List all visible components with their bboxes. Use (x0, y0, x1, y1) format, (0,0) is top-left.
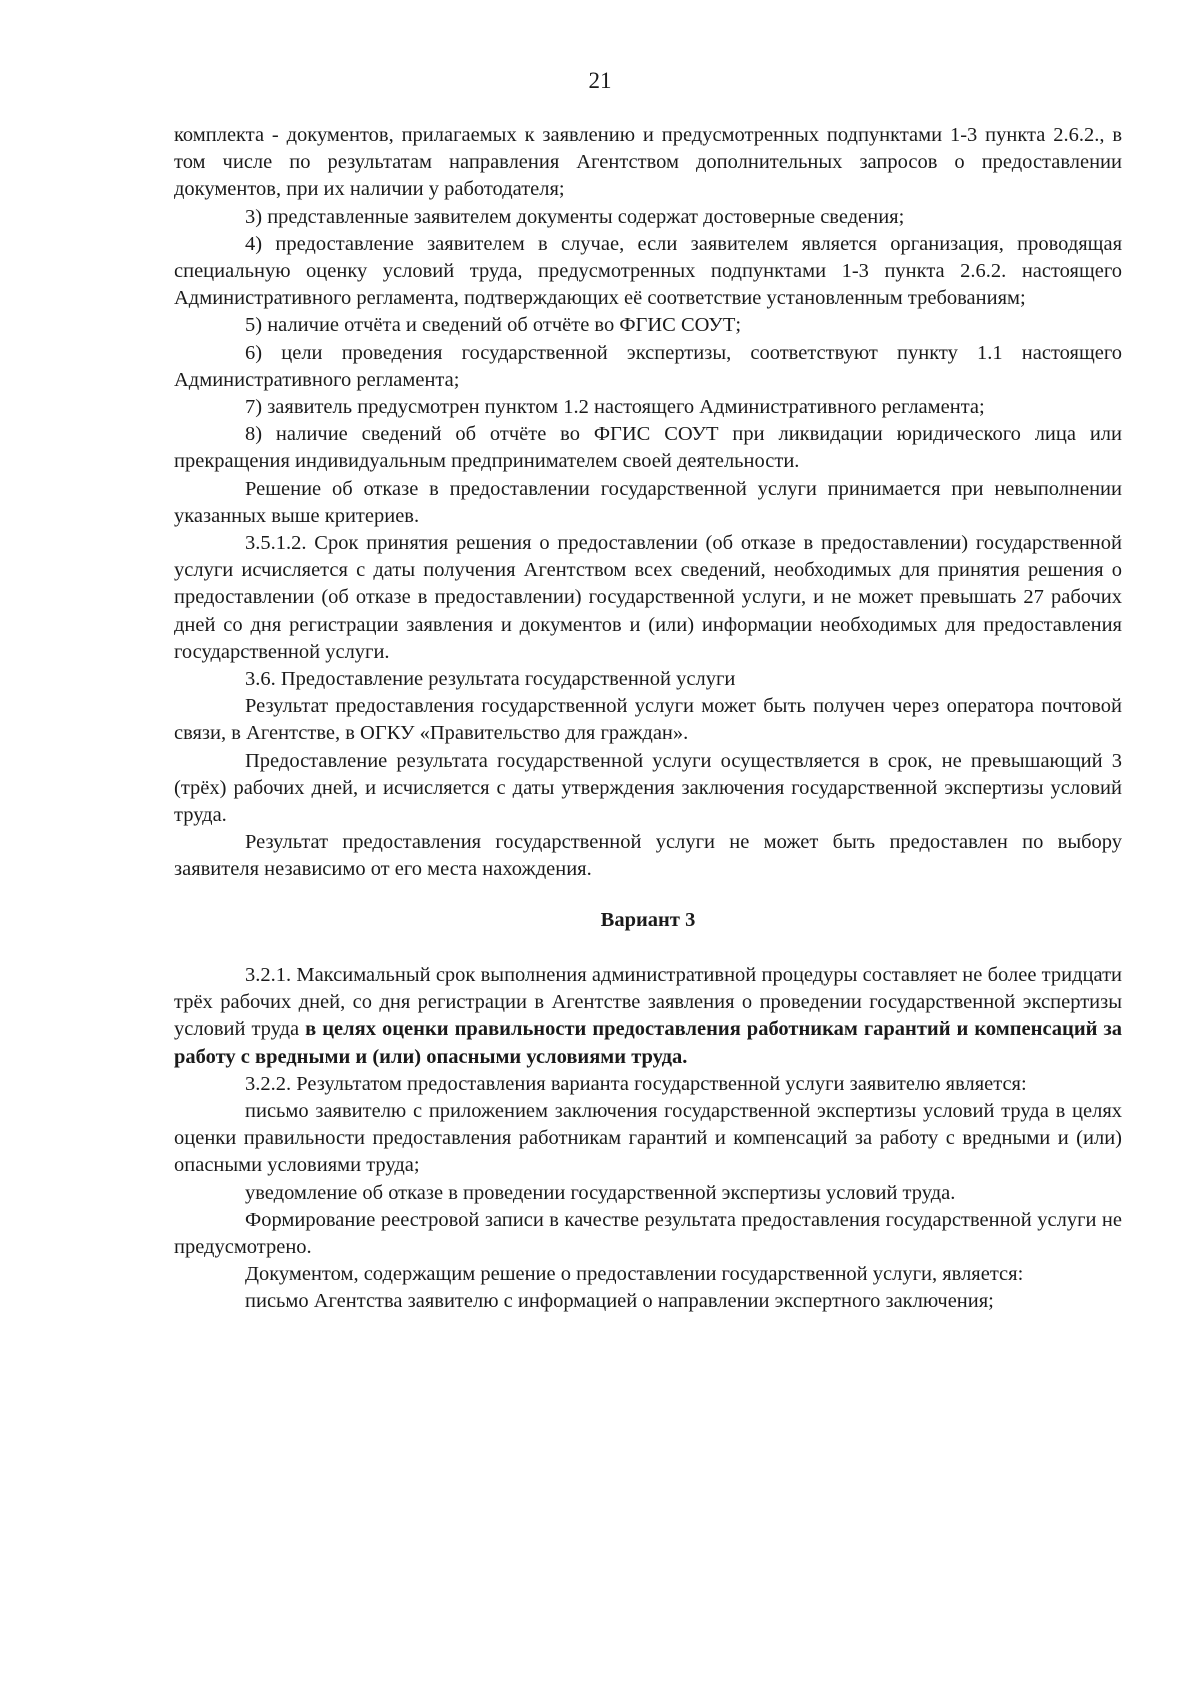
result-item-notice: уведомление об отказе в проведении государственной экспертизы условий труда. (245, 1181, 956, 1204)
list-item-4: 4) предоставление заявителем в случае, если заявителем является организация, проводящая специальную оценку условий труда, предусмотренных подпунктами 1-3 пункта 2.6.2. настоящего Административного регламента, подтверждающих её соответствие установленным требованиям; (174, 232, 1122, 310)
list-item-8: 8) наличие сведений об отчёте во ФГИС СОУТ при ликвидации юридического лица или прекращения индивидуальным предпринимателем своей деятельности. (174, 423, 1122, 473)
list-item-6: 6) цели проведения государственной экспертизы, соответствуют пункту 1.1 настоящего Административного регламента; (174, 341, 1122, 391)
paragraph-3-5-1-2: 3.5.1.2. Срок принятия решения о предоставлении (об отказе в предоставлении) государственной услуги исчисляется с даты получения Агентством всех сведений, необходимых для принятия решения о предоставлении (об отказе в предоставлении) государственной услуги, и не может превышать 27 рабочих дней со дня регистрации заявления и документов и (или) информации необходимых для предоставления государственной услуги. (174, 532, 1122, 663)
list-item-3: 3) представленные заявителем документы содержат достоверные сведения; (245, 205, 905, 228)
paragraph-3-2-2: 3.2.2. Результатом предоставления варианта государственной услуги заявителю является: (245, 1072, 1027, 1095)
paragraph-decision-document: Документом, содержащим решение о предоставлении государственной услуги, является: (245, 1263, 1024, 1286)
paragraph-3-6-heading: 3.6. Предоставление результата государственной услуги (245, 668, 736, 691)
list-item-5: 5) наличие отчёта и сведений об отчёте во ФГИС СОУТ; (245, 314, 742, 337)
paragraph-agency-letter: письмо Агентства заявителю с информацией о направлении экспертного заключения; (245, 1290, 994, 1313)
section-heading: Вариант 3 (600, 908, 696, 931)
paragraph-registry-record: Формирование реестровой записи в качестве результата предоставления государственной услуги не предусмотрено. (174, 1208, 1122, 1258)
paragraph-3-2-1 (174, 962, 1122, 1071)
page-number: 21 (588, 68, 612, 93)
paragraph-result-delivery: Результат предоставления государственной услуги может быть получен через оператора почтовой связи, в Агентстве, в ОГКУ «Правительство для граждан». (174, 695, 1122, 745)
paragraph-refusal-decision: Решение об отказе в предоставлении государственной услуги принимается при невыполнении указанных выше критериев. (174, 477, 1122, 527)
paragraph-result-deadline: Предоставление результата государственной услуги осуществляется в срок, не превышающий 3 (трёх) рабочих дней, и исчисляется с даты утверждения заключения государственной экспертизы условий труда. (174, 749, 1122, 827)
paragraph-continuation: комплекта - документов, прилагаемых к заявлению и предусмотренных подпунктами 1-3 пункта 2.6.2., в том числе по результатам направления Агентством дополнительных запросов о предоставлении документов, при их наличии у работодателя; (174, 124, 1122, 201)
result-item-letter: письмо заявителю с приложением заключения государственной экспертизы условий труда в целях оценки правильности предоставления работникам гарантий и компенсаций за работу с вредными и (или) опасными условиями труда; (174, 1099, 1122, 1177)
paragraph-3-2-1-bold-text: в целях оценки правильности предоставления работникам гарантий и компенсаций за работу с вредными и (или) опасными условиями труда. (174, 1018, 1122, 1068)
paragraph-result-location: Результат предоставления государственной услуги не может быть предоставлен по выбору заявителя независимо от его места нахождения. (174, 831, 1122, 881)
list-item-7: 7) заявитель предусмотрен пунктом 1.2 настоящего Административного регламента; (245, 396, 985, 419)
document-body (174, 122, 1122, 1316)
paragraph-3-2-1-text: 3.2.1. Максимальный срок выполнения административной процедуры составляет не более тридцати трёх рабочих дней, со дня регистрации в Агентстве заявления о проведении государственной экспертизы условий труда (174, 963, 1122, 1041)
